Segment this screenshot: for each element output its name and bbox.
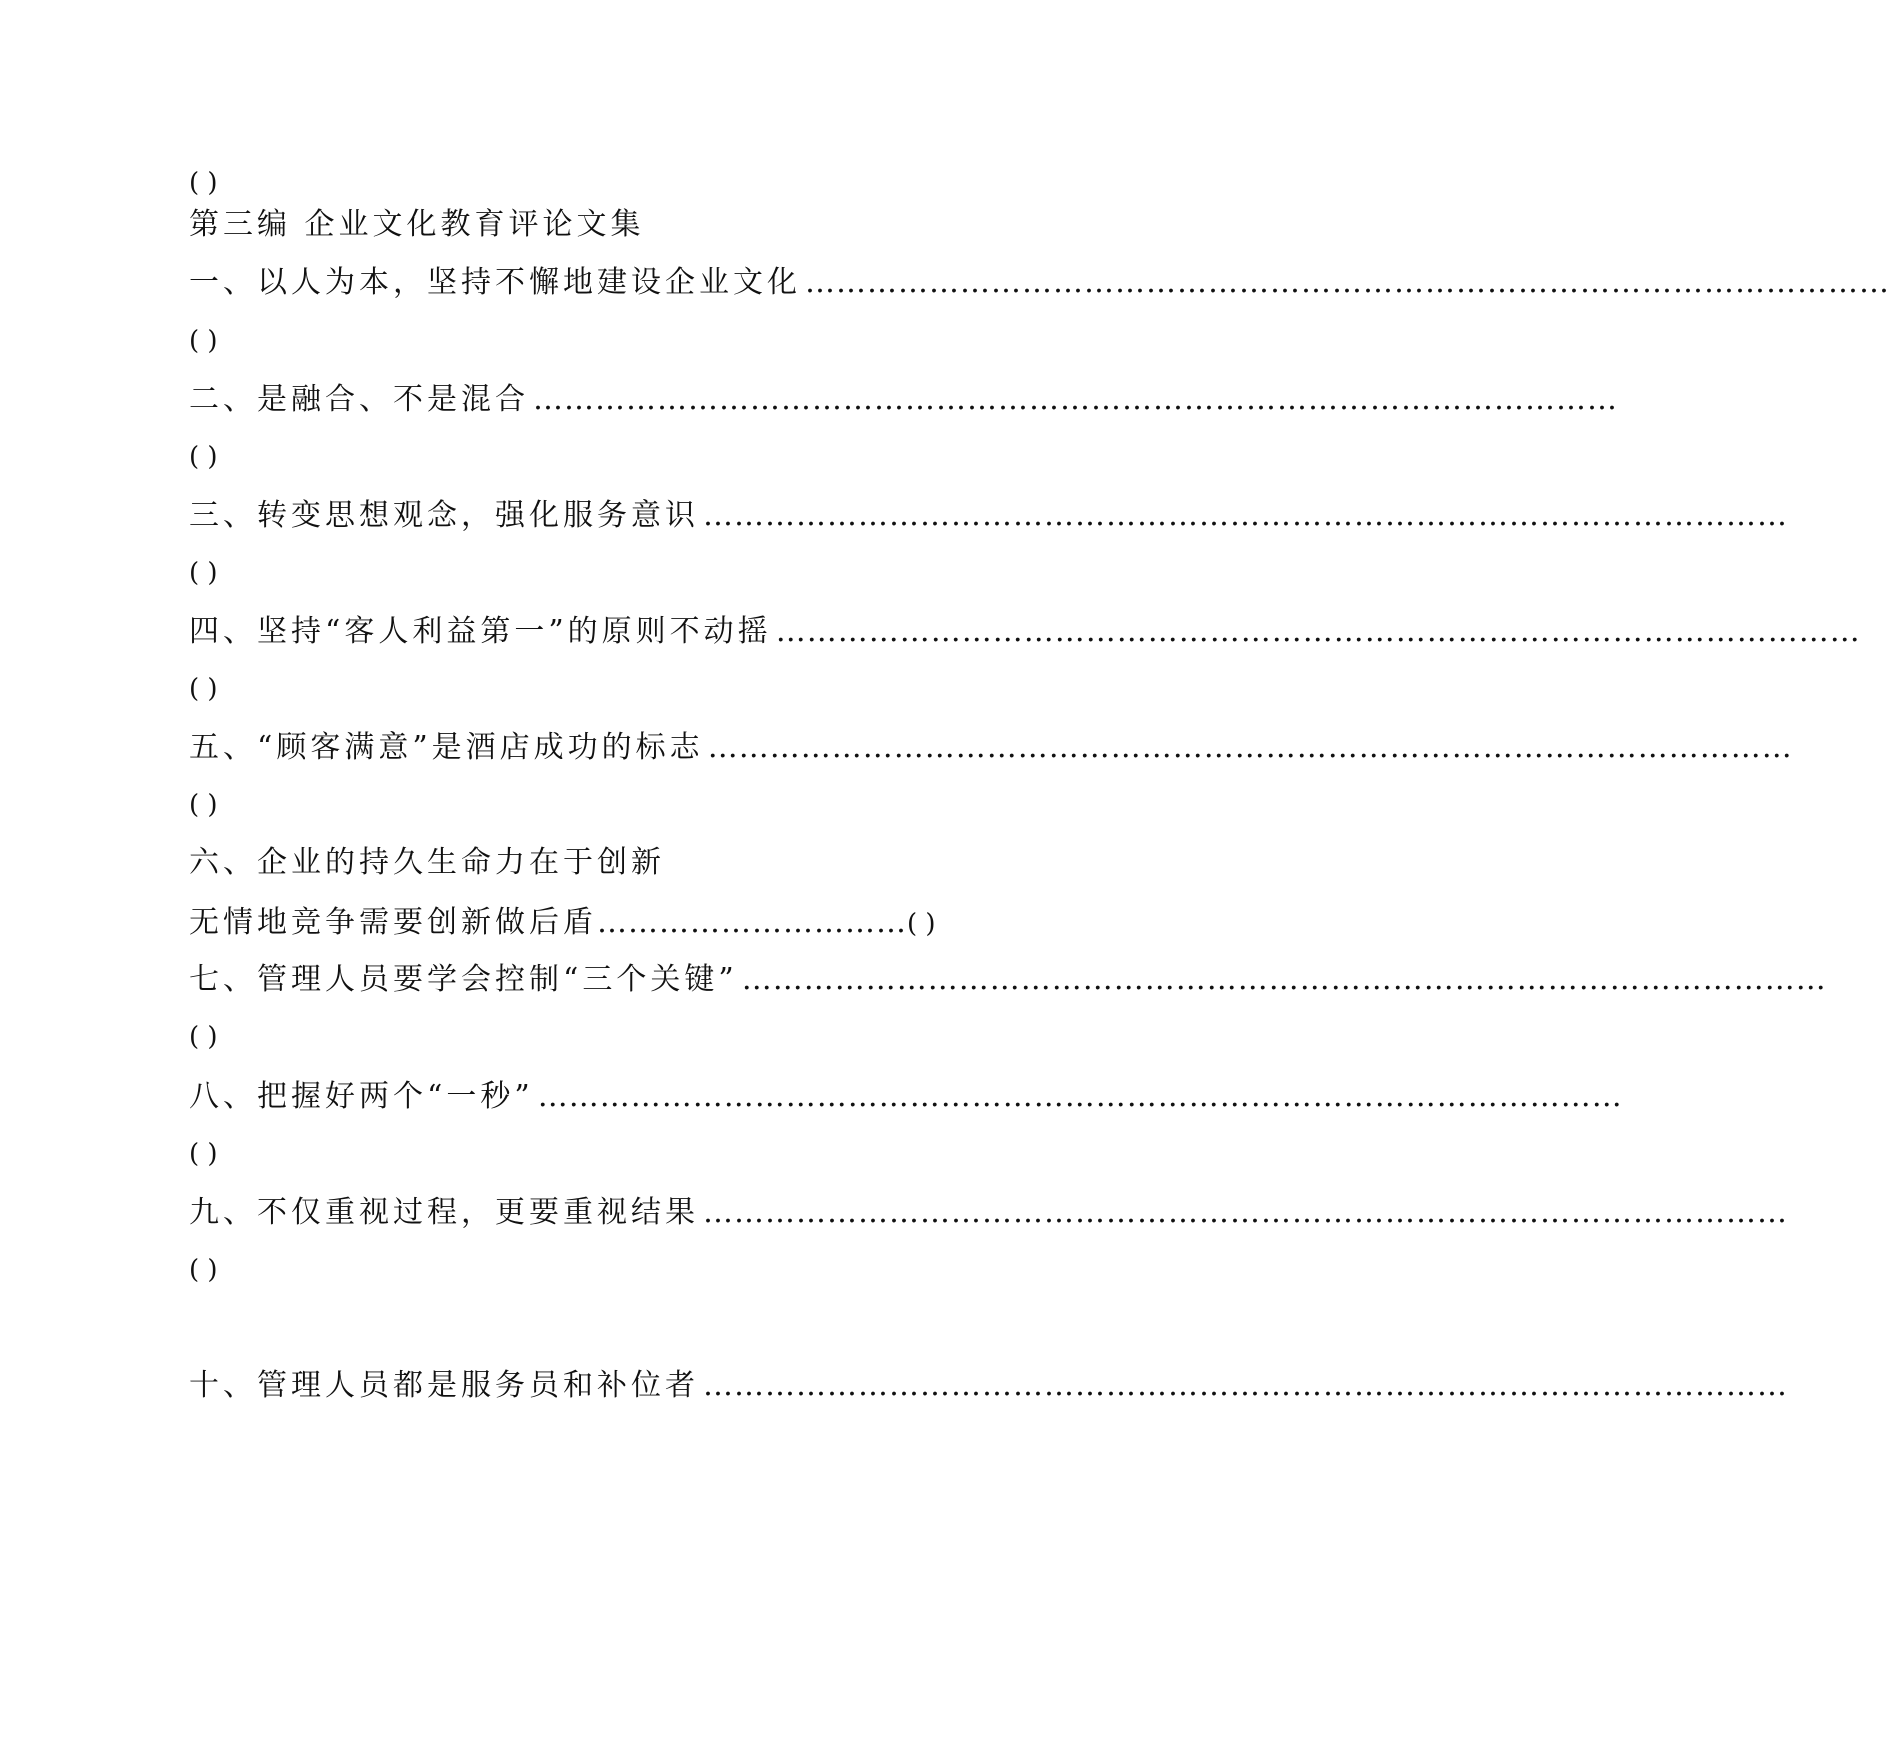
leader-dots: …………………………………………………………………………………………… <box>805 265 1890 300</box>
leader-dots: …………………………………………………………………………………………… <box>533 382 1618 417</box>
toc-entry-title: 四、坚持“客人利益第一”的原则不动摇 <box>189 614 772 649</box>
page-number-placeholder: ( ) <box>189 558 218 588</box>
toc-entry-title: 无情地竞争需要创新做后盾 <box>189 905 597 940</box>
page-number-placeholder: ( ) <box>189 1255 218 1285</box>
page-number-placeholder: ( ) <box>189 442 218 472</box>
leader-dots: …………………………………………………………………………………………… <box>703 1368 1788 1403</box>
page-number-placeholder: ( ) <box>189 168 218 198</box>
toc-entry <box>189 380 1618 420</box>
section-heading: 第三编 企业文化教育评论文集 <box>189 207 645 242</box>
page-number-placeholder: ( ) <box>189 1022 218 1052</box>
toc-entry-title: 八、把握好两个“一秒” <box>189 1079 534 1114</box>
leader-dots: …………………………………………………………………………………………… <box>703 498 1788 533</box>
toc-entry-title: 六、企业的持久生命力在于创新 <box>189 845 665 880</box>
toc-entry-title: 二、是融合、不是混合 <box>189 382 529 417</box>
leader-dots: …………………………………………………………………………………………… <box>537 1079 1623 1114</box>
leader-dots: …………………………………………………………………………………………… <box>707 730 1793 765</box>
toc-entry-title: 一、以人为本，坚持不懈地建设企业文化 <box>189 265 801 300</box>
toc-entry-title: 七、管理人员要学会控制“三个关键” <box>189 962 738 997</box>
leader-dots: …………………………………………………………………………………………… <box>703 1195 1788 1230</box>
toc-entry <box>189 1077 1623 1117</box>
leader-dots: …………………………………………………………………………………………… <box>741 962 1827 997</box>
toc-entry-title: 九、不仅重视过程，更要重视结果 <box>189 1195 699 1230</box>
toc-entry <box>189 1193 1788 1233</box>
toc-entry <box>189 263 1890 303</box>
toc-entry <box>189 903 1054 944</box>
toc-entry-title: 五、“顾客满意”是酒店成功的标志 <box>189 730 704 765</box>
page-number-placeholder: ( ) <box>189 1139 218 1169</box>
toc-entry <box>189 728 1793 768</box>
page-number-placeholder: ( ) <box>189 326 218 356</box>
toc-entry <box>189 1366 1788 1406</box>
toc-entry <box>189 960 1827 1000</box>
leader-dots: …………………………………………………………………………………………… <box>775 614 1861 649</box>
toc-entry-title: 三、转变思想观念，强化服务意识 <box>189 498 699 533</box>
toc-entry <box>189 496 1788 536</box>
toc-entry-title: 十、管理人员都是服务员和补位者 <box>189 1368 699 1403</box>
page-number-placeholder: ( ) <box>189 790 218 820</box>
toc-entry <box>189 612 1861 652</box>
page-number-placeholder: ( ) <box>189 674 218 704</box>
page-number-placeholder: ( ) <box>907 909 936 939</box>
leader-dots: ………………………… <box>597 905 907 940</box>
